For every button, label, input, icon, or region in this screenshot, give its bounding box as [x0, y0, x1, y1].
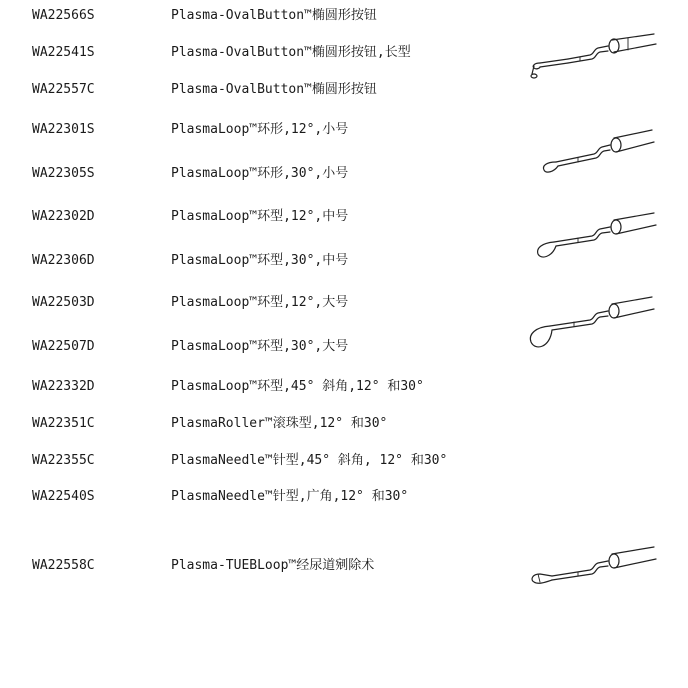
- tuebloop-electrode-icon: [528, 544, 660, 590]
- product-code: WA22302D: [32, 209, 95, 224]
- product-code: WA22305S: [32, 166, 95, 181]
- table-row: [0, 451, 688, 471]
- product-code: WA22503D: [32, 295, 95, 310]
- product-code: WA22332D: [32, 379, 95, 394]
- product-description: PlasmaLoop™环型,12°,中号: [171, 209, 349, 224]
- product-description: PlasmaNeedle™针型,广角,12° 和30°: [171, 489, 409, 504]
- table-row: [0, 414, 688, 434]
- product-code: WA22355C: [32, 453, 95, 468]
- product-description: PlasmaLoop™环形,12°,小号: [171, 122, 349, 137]
- product-code: WA22301S: [32, 122, 95, 137]
- medium-loop-electrode-icon: [534, 210, 660, 266]
- product-description: PlasmaLoop™环形,30°,小号: [171, 166, 349, 181]
- small-loop-electrode-icon: [538, 126, 662, 182]
- product-code: WA22558C: [32, 558, 95, 573]
- product-code: WA22507D: [32, 339, 95, 354]
- product-description: PlasmaRoller™滚珠型,12° 和30°: [171, 416, 388, 431]
- product-code: WA22351C: [32, 416, 95, 431]
- product-description: Plasma-OvalButton™椭圆形按钮: [171, 82, 377, 97]
- product-code: WA22306D: [32, 253, 95, 268]
- product-code: WA22541S: [32, 45, 95, 60]
- large-loop-electrode-icon: [528, 294, 658, 356]
- table-row: [0, 377, 688, 397]
- product-description: PlasmaLoop™环型,30°,大号: [171, 339, 349, 354]
- product-code: WA22566S: [32, 8, 95, 23]
- product-description: PlasmaLoop™环型,45° 斜角,12° 和30°: [171, 379, 424, 394]
- oval-button-electrode-icon: [528, 30, 660, 86]
- product-code: WA22540S: [32, 489, 95, 504]
- table-row: [0, 6, 688, 26]
- product-description: Plasma-OvalButton™椭圆形按钮,长型: [171, 45, 411, 60]
- product-code: WA22557C: [32, 82, 95, 97]
- product-description: Plasma-TUEBLoop™经尿道剜除术: [171, 558, 375, 573]
- product-description: Plasma-OvalButton™椭圆形按钮: [171, 8, 377, 23]
- product-description: PlasmaLoop™环型,30°,中号: [171, 253, 349, 268]
- table-row: [0, 487, 688, 507]
- product-description: PlasmaNeedle™针型,45° 斜角, 12° 和30°: [171, 453, 448, 468]
- product-description: PlasmaLoop™环型,12°,大号: [171, 295, 349, 310]
